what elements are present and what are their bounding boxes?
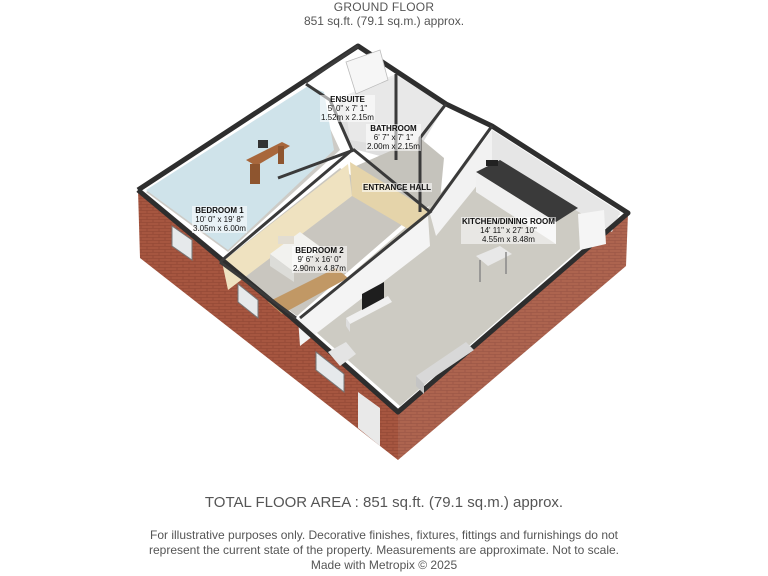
room-size-imperial: 5' 0" x 7' 1" xyxy=(327,104,368,113)
room-label-ensuite xyxy=(320,95,375,122)
floor-title: GROUND FLOOR xyxy=(333,0,435,14)
disclaimer xyxy=(0,528,768,573)
room-size-metric: 4.55m x 8.48m xyxy=(481,235,535,244)
room-size-imperial: 9' 6" x 16' 0" xyxy=(297,255,342,264)
room-size-metric: 2.90m x 4.87m xyxy=(293,264,346,273)
disclaimer-line-2: represent the current state of the property. Measurements are approximate. Not to scale. xyxy=(148,543,619,557)
room-name: BEDROOM 1 xyxy=(195,206,244,215)
disclaimer-line-1: For illustrative purposes only. Decorative finishes, fixtures, fittings and furnishings do not xyxy=(150,528,618,542)
room-size-imperial: 14' 11" x 27' 10" xyxy=(480,226,537,235)
room-size-imperial: 6' 7" x 7' 1" xyxy=(373,133,414,142)
room-label-entrance-hall xyxy=(362,183,432,192)
credit-line: Made with Metropix © 2025 xyxy=(310,558,458,572)
room-label-bedroom-2 xyxy=(292,246,347,273)
room-name: KITCHEN/DINING ROOM xyxy=(462,217,555,226)
room-size-imperial: 10' 0" x 19' 8" xyxy=(195,215,244,224)
room-size-metric: 3.05m x 6.00m xyxy=(193,224,246,233)
room-size-metric: 2.00m x 2.15m xyxy=(367,142,420,151)
room-name: BATHROOM xyxy=(370,124,417,133)
room-name: ENTRANCE HALL xyxy=(363,183,431,192)
floor-area-subtitle: 851 sq.ft. (79.1 sq.m.) approx. xyxy=(303,14,465,28)
room-size-metric: 1.52m x 2.15m xyxy=(321,113,374,122)
room-name: BEDROOM 2 xyxy=(295,246,344,255)
room-label-bedroom-1 xyxy=(192,206,247,233)
room-label-kitchen-dining xyxy=(461,217,556,244)
room-name: ENSUITE xyxy=(330,95,365,104)
total-floor-area: TOTAL FLOOR AREA : 851 sq.ft. (79.1 sq.m.) approx. xyxy=(204,494,564,511)
room-label-bathroom xyxy=(366,124,421,151)
